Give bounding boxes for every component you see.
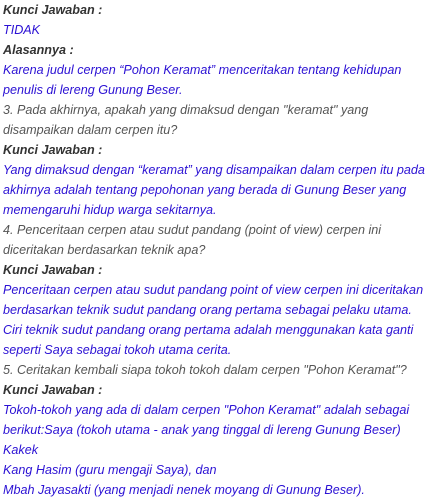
question-text: 3. Pada akhirnya, apakah yang dimaksud dengan "keramat" yang: [3, 103, 369, 117]
answer-text: TIDAK: [3, 23, 41, 37]
question-text: diceritakan berdasarkan teknik apa?: [3, 243, 206, 257]
answer-text: Ciri teknik sudut pandang orang pertama adalah menggunakan kata ganti: [3, 323, 414, 337]
answer-text: Mbah Jayasakti (yang menjadi nenek moyang di Gunung Beser).: [3, 483, 365, 497]
answer-text: penulis di lereng Gunung Beser.: [3, 83, 183, 97]
answer-text: berdasarkan teknik sudut pandang orang pertama sebagai pelaku utama.: [3, 303, 412, 317]
answer-text: memengaruhi hidup warga sekitarnya.: [3, 203, 217, 217]
answer-key-label: Kunci Jawaban :: [3, 3, 103, 17]
answer-text: Kakek: [3, 443, 39, 457]
reason-label: Alasannya :: [3, 43, 74, 57]
question-text: 5. Ceritakan kembali siapa tokoh tokoh dalam cerpen "Pohon Keramat"?: [3, 363, 407, 377]
answer-text: Kang Hasim (guru mengaji Saya), dan: [3, 463, 217, 477]
answer-text: berikut:Saya (tokoh utama - anak yang tinggal di lereng Gunung Beser): [3, 423, 401, 437]
answer-text: Penceritaan cerpen atau sudut pandang point of view cerpen ini diceritakan: [3, 283, 424, 297]
answer-key-label: Kunci Jawaban :: [3, 383, 103, 397]
answer-text: Yang dimaksud dengan “keramat” yang disampaikan dalam cerpen itu pada: [3, 163, 425, 177]
answer-text: Tokoh-tokoh yang ada di dalam cerpen "Pohon Keramat" adalah sebagai: [3, 403, 410, 417]
answer-text: seperti Saya sebagai tokoh utama cerita.: [3, 343, 232, 357]
question-text: disampaikan dalam cerpen itu?: [3, 123, 178, 137]
answer-key-label: Kunci Jawaban :: [3, 263, 103, 277]
answer-key-label: Kunci Jawaban :: [3, 143, 103, 157]
answer-text: akhirnya adalah tentang pepohonan yang berada di Gunung Beser yang: [3, 183, 407, 197]
question-text: 4. Penceritaan cerpen atau sudut pandang (point of view) cerpen ini: [3, 223, 382, 237]
answer-text: Karena judul cerpen “Pohon Keramat” menceritakan tentang kehidupan: [3, 63, 402, 77]
